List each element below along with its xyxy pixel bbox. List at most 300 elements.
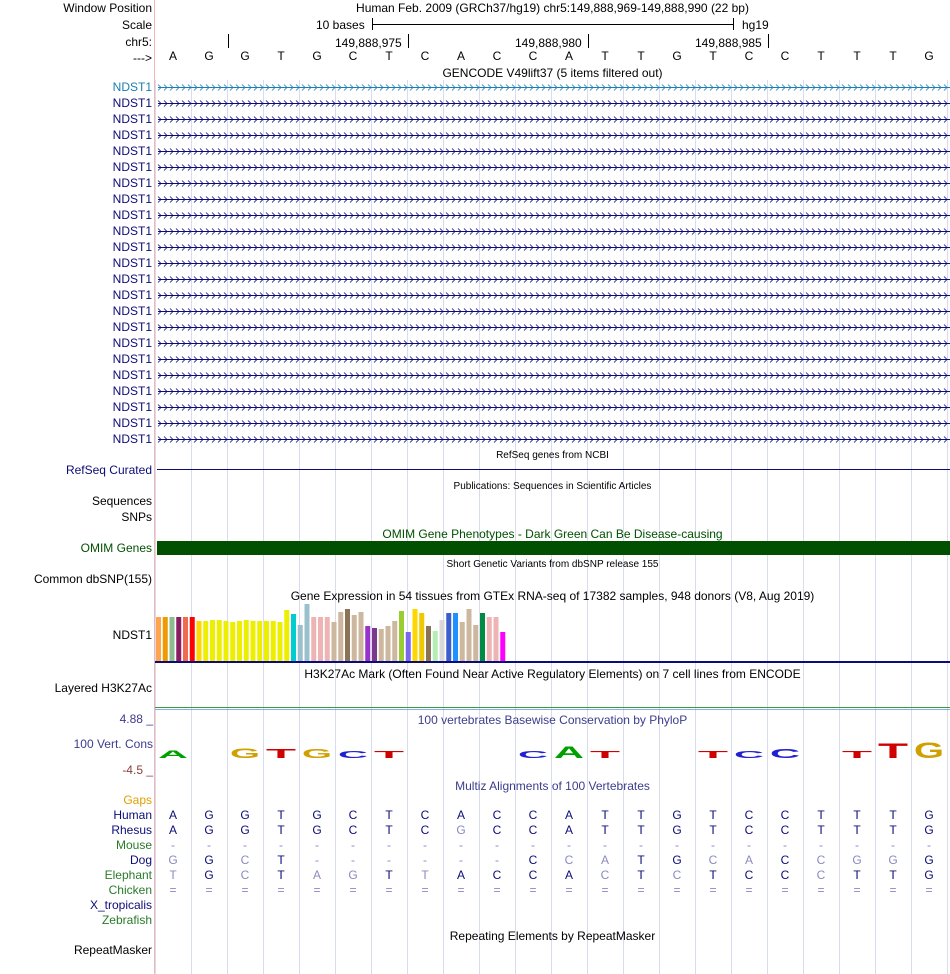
- refseq-track-title: RefSeq genes from NCBI: [496, 450, 609, 461]
- multiz-base: C: [744, 808, 754, 822]
- gtex-tissue-bar: [338, 612, 343, 661]
- gencode-transcript-line: [158, 325, 950, 331]
- multiz-base: -: [315, 838, 319, 852]
- gencode-transcript-line: [158, 341, 950, 347]
- multiz-base: A: [456, 868, 465, 882]
- multiz-base: G: [204, 808, 214, 822]
- multiz-base: G: [348, 868, 358, 882]
- multiz-base: C: [528, 823, 538, 837]
- multiz-base: =: [745, 883, 753, 897]
- gencode-transcript-line: [158, 133, 950, 139]
- multiz-base: -: [243, 838, 247, 852]
- repeatmasker-track-title: Repeating Elements by RepeatMasker: [449, 929, 656, 943]
- assembly-title: Human Feb. 2009 (GRCh37/hg19) chr5:149,888,969-149,888,990 (22 bp): [356, 1, 749, 15]
- gencode-transcripts[interactable]: [155, 80, 950, 450]
- gencode-transcript-line: [158, 277, 950, 283]
- scale-bar: [372, 24, 733, 25]
- multiz-base: =: [493, 883, 501, 897]
- multiz-base: G: [312, 823, 322, 837]
- gencode-transcript-line: [158, 181, 950, 187]
- gencode-transcript-label[interactable]: NDST1: [112, 416, 152, 430]
- gencode-transcript-line: [158, 85, 950, 91]
- multiz-base: -: [279, 838, 283, 852]
- gtex-tissue-bar: [399, 611, 404, 661]
- multiz-base: T: [889, 808, 897, 822]
- multiz-base: -: [603, 838, 607, 852]
- gencode-transcript-label[interactable]: NDST1: [112, 224, 152, 238]
- multiz-base: C: [780, 853, 790, 867]
- multiz-track-title: Multiz Alignments of 100 Vertebrates: [455, 779, 650, 793]
- multiz-base: C: [744, 823, 754, 837]
- gtex-tissue-bar: [190, 617, 195, 661]
- gtex-tissue-bar: [440, 620, 445, 661]
- phylop-logo-letter: T: [878, 742, 909, 763]
- gtex-tissue-bar: [426, 626, 431, 661]
- gencode-transcript-label[interactable]: NDST1: [112, 160, 152, 174]
- dna-base: T: [637, 49, 645, 63]
- dna-base: A: [456, 49, 465, 63]
- multiz-base: G: [924, 823, 934, 837]
- multiz-base: =: [853, 883, 861, 897]
- gtex-tissue-bar: [197, 621, 202, 661]
- multiz-gaps-label[interactable]: Gaps: [123, 793, 152, 807]
- gtex-tissue-bar: [480, 613, 485, 661]
- multiz-base: C: [240, 868, 250, 882]
- multiz-base: -: [351, 853, 355, 867]
- multiz-base: C: [564, 853, 574, 867]
- gtex-tissue-bar: [487, 617, 492, 661]
- gencode-transcript-label[interactable]: NDST1: [112, 272, 152, 286]
- multiz-base: -: [639, 838, 643, 852]
- gencode-transcript-line: [158, 117, 950, 123]
- multiz-base: G: [204, 853, 214, 867]
- multiz-base: =: [817, 883, 825, 897]
- publications-sequences-label[interactable]: Sequences: [91, 494, 152, 508]
- dna-base: C: [528, 49, 538, 63]
- multiz-base: =: [637, 883, 645, 897]
- multiz-species-label[interactable]: X_tropicalis: [89, 898, 152, 912]
- multiz-base: =: [925, 883, 933, 897]
- dna-base: G: [924, 49, 934, 63]
- omim-label[interactable]: OMIM Genes: [80, 541, 152, 555]
- multiz-base: =: [277, 883, 285, 897]
- gtex-tissue-bar: [305, 604, 310, 661]
- gtex-tissue-bar: [352, 615, 357, 661]
- multiz-base: =: [385, 883, 393, 897]
- multiz-base: C: [492, 868, 502, 882]
- gtex-baseline: [155, 661, 950, 663]
- phylop-label[interactable]: 100 Vert. Cons: [73, 737, 153, 751]
- dna-base: C: [492, 49, 502, 63]
- gencode-transcript-label[interactable]: NDST1: [112, 304, 152, 318]
- multiz-base: A: [168, 823, 177, 837]
- h3k27ac-signal-2: [155, 709, 950, 710]
- multiz-base: =: [781, 883, 789, 897]
- multiz-base: T: [601, 823, 609, 837]
- multiz-base: -: [387, 838, 391, 852]
- gtex-tissue-bar: [419, 613, 424, 661]
- multiz-base: -: [495, 853, 499, 867]
- multiz-base: =: [673, 883, 681, 897]
- multiz-base: C: [420, 808, 430, 822]
- multiz-base: C: [348, 823, 358, 837]
- multiz-base: T: [385, 868, 393, 882]
- multiz-base: -: [819, 838, 823, 852]
- gtex-tissue-bar: [365, 626, 370, 661]
- multiz-base: -: [351, 838, 355, 852]
- gtex-tissue-bar: [237, 621, 242, 661]
- gtex-track-title: Gene Expression in 54 tissues from GTEx RNA-seq of 17382 samples, 948 donors (V8, Aug 2019): [290, 589, 815, 603]
- multiz-base: =: [421, 883, 429, 897]
- multiz-base: C: [528, 868, 538, 882]
- phylop-conservation-logo[interactable]: [155, 742, 950, 772]
- gencode-transcript-label[interactable]: NDST1: [112, 144, 152, 158]
- multiz-base: -: [423, 838, 427, 852]
- publications-track-title: Publications: Sequences in Scientific Articles: [453, 481, 652, 492]
- multiz-species-label[interactable]: Mouse: [115, 838, 152, 852]
- multiz-base: A: [168, 808, 177, 822]
- multiz-base: =: [205, 883, 213, 897]
- gtex-tissue-bar: [183, 617, 188, 661]
- multiz-base: -: [567, 838, 571, 852]
- gtex-tissue-bar: [392, 621, 397, 661]
- phylop-logo-letter: T: [842, 750, 872, 761]
- gencode-transcript-line: [158, 245, 950, 251]
- multiz-base: T: [637, 823, 645, 837]
- strand-label[interactable]: --->: [133, 51, 152, 65]
- ruler-pos-2: 149,888,980: [515, 36, 582, 50]
- multiz-base: G: [240, 808, 250, 822]
- gtex-tissue-bar: [494, 617, 499, 661]
- gtex-tissue-bar: [244, 620, 249, 661]
- multiz-base: G: [852, 853, 862, 867]
- h3k27ac-label[interactable]: Layered H3K27Ac: [54, 681, 152, 695]
- multiz-base: G: [672, 853, 682, 867]
- dna-base: T: [889, 49, 897, 63]
- gtex-tissue-bar: [379, 629, 384, 661]
- gtex-tissue-bar: [413, 609, 418, 661]
- multiz-base: A: [456, 808, 465, 822]
- multiz-base: A: [564, 808, 573, 822]
- gencode-transcript-line: [158, 357, 950, 363]
- multiz-species-label[interactable]: Rhesus: [111, 823, 152, 837]
- gencode-transcript-label[interactable]: NDST1: [112, 288, 152, 302]
- phylop-logo-letter: G: [914, 742, 944, 763]
- gencode-transcript-line: [158, 309, 950, 315]
- multiz-base: =: [169, 883, 177, 897]
- gtex-tissue-bar: [311, 617, 316, 661]
- dna-base: A: [564, 49, 573, 63]
- gtex-tissue-bar: [500, 632, 505, 661]
- refseq-label[interactable]: RefSeq Curated: [65, 463, 152, 477]
- gencode-transcript-label[interactable]: NDST1: [112, 240, 152, 254]
- multiz-base: T: [709, 823, 717, 837]
- multiz-base: -: [387, 853, 391, 867]
- ruler-tick: [588, 34, 589, 48]
- chrom-label[interactable]: chr5:: [125, 35, 152, 49]
- phylop-logo-letter: T: [698, 750, 728, 761]
- publications-snps-label[interactable]: SNPs: [121, 510, 152, 524]
- multiz-base: T: [385, 808, 393, 822]
- gencode-track-title: GENCODE V49lift37 (5 items filtered out): [442, 66, 663, 80]
- repeatmasker-label[interactable]: RepeatMasker: [73, 943, 152, 957]
- multiz-base: C: [708, 853, 718, 867]
- phylop-logo-letter: C: [734, 750, 764, 761]
- dna-base: G: [240, 49, 250, 63]
- multiz-base: T: [889, 868, 897, 882]
- multiz-base: -: [783, 838, 787, 852]
- gtex-tissue-bar: [210, 620, 215, 661]
- gtex-tissue-bar: [163, 617, 168, 661]
- gencode-transcript-line: [158, 165, 950, 171]
- gtex-tissue-bar: [446, 613, 451, 661]
- multiz-base: A: [744, 853, 753, 867]
- multiz-base: T: [601, 808, 609, 822]
- multiz-base: T: [421, 868, 429, 882]
- multiz-base: T: [637, 853, 645, 867]
- multiz-base: T: [385, 823, 393, 837]
- scale-text: 10 bases: [316, 18, 365, 32]
- phylop-min-value: -4.5 _: [122, 763, 153, 777]
- multiz-base: A: [564, 823, 573, 837]
- gtex-expression-chart[interactable]: [155, 604, 950, 662]
- multiz-base: T: [853, 823, 861, 837]
- gtex-tissue-bar: [332, 622, 337, 661]
- gencode-transcript-label[interactable]: NDST1: [112, 112, 152, 126]
- multiz-base: T: [817, 823, 825, 837]
- gencode-transcript-line: [158, 405, 950, 411]
- multiz-species-label[interactable]: Zebrafish: [101, 913, 152, 927]
- multiz-base: G: [672, 808, 682, 822]
- multiz-base: =: [241, 883, 249, 897]
- multiz-base: -: [747, 838, 751, 852]
- multiz-base: T: [709, 868, 717, 882]
- gencode-transcript-label[interactable]: NDST1: [112, 208, 152, 222]
- gtex-tissue-bar: [345, 609, 350, 661]
- multiz-base: C: [348, 808, 358, 822]
- multiz-species-label[interactable]: Dog: [129, 853, 152, 867]
- gencode-transcript-line: [158, 421, 950, 427]
- dna-base: T: [709, 49, 717, 63]
- multiz-base: T: [889, 823, 897, 837]
- multiz-base: T: [277, 823, 285, 837]
- dna-base: T: [385, 49, 393, 63]
- gtex-tissue-bar: [176, 617, 181, 661]
- multiz-base: C: [492, 823, 502, 837]
- multiz-base: T: [169, 868, 177, 882]
- gtex-tissue-bar: [284, 610, 289, 661]
- ruler-pos-1: 149,888,975: [335, 36, 402, 50]
- dna-base: G: [204, 49, 214, 63]
- gtex-tissue-bar: [298, 625, 303, 661]
- gencode-transcript-line: [158, 261, 950, 267]
- gtex-tissue-bar: [460, 622, 465, 661]
- dna-base: T: [601, 49, 609, 63]
- dna-base: T: [817, 49, 825, 63]
- omim-gene-bar[interactable]: [157, 541, 950, 555]
- phylop-logo-letter: C: [518, 750, 548, 761]
- phylop-max-value: 4.88 _: [119, 712, 153, 726]
- gtex-tissue-bar: [203, 621, 208, 661]
- gencode-transcript-label[interactable]: NDST1: [112, 352, 152, 366]
- dbsnp-label[interactable]: Common dbSNP(155): [33, 572, 152, 586]
- multiz-base: C: [780, 823, 790, 837]
- multiz-base: -: [675, 838, 679, 852]
- gencode-transcript-label[interactable]: NDST1: [112, 384, 152, 398]
- phylop-logo-letter: G: [230, 745, 261, 761]
- multiz-species-label[interactable]: Human: [113, 808, 152, 822]
- multiz-base: T: [709, 808, 717, 822]
- gencode-transcript-label[interactable]: NDST1: [112, 176, 152, 190]
- multiz-base: A: [600, 853, 609, 867]
- dna-base: C: [420, 49, 430, 63]
- gtex-tissue-bar: [224, 621, 229, 661]
- multiz-base: -: [495, 838, 499, 852]
- dna-base: C: [744, 49, 754, 63]
- gencode-transcript-label[interactable]: NDST1: [112, 96, 152, 110]
- multiz-base: =: [529, 883, 537, 897]
- phylop-logo-letter: A: [554, 743, 584, 762]
- multiz-base: C: [528, 853, 538, 867]
- multiz-base: G: [924, 853, 934, 867]
- multiz-base: G: [924, 868, 934, 882]
- gtex-tissue-bar: [467, 609, 472, 661]
- gtex-tissue-bar: [170, 617, 175, 661]
- refseq-gene-line[interactable]: [157, 469, 950, 470]
- dna-sequence-row: [155, 49, 950, 65]
- gencode-transcript-label[interactable]: NDST1: [112, 368, 152, 382]
- gencode-transcript-label[interactable]: NDST1: [112, 320, 152, 334]
- multiz-base: =: [565, 883, 573, 897]
- phylop-logo-letter: T: [590, 750, 620, 761]
- phylop-logo-letter: A: [158, 749, 189, 761]
- multiz-base: G: [204, 868, 214, 882]
- dna-base: C: [348, 49, 358, 63]
- dna-base: T: [277, 49, 285, 63]
- gtex-tissue-bar: [230, 622, 235, 661]
- multiz-base: G: [672, 823, 682, 837]
- ruler-tick: [228, 34, 229, 48]
- gencode-transcript-line: [158, 389, 950, 395]
- multiz-base: A: [312, 868, 321, 882]
- multiz-base: C: [816, 853, 826, 867]
- multiz-base: G: [312, 808, 322, 822]
- gtex-tissue-bar: [372, 628, 377, 661]
- multiz-base: G: [204, 823, 214, 837]
- multiz-base: C: [816, 868, 826, 882]
- multiz-species-label[interactable]: Elephant: [104, 868, 152, 882]
- gencode-transcript-label[interactable]: NDST1: [112, 256, 152, 270]
- dna-base: A: [168, 49, 177, 63]
- multiz-base: C: [240, 853, 250, 867]
- multiz-base: -: [207, 838, 211, 852]
- gtex-tissue-bar: [433, 631, 438, 661]
- dna-base: G: [312, 49, 322, 63]
- gtex-tissue-bar: [318, 617, 323, 661]
- multiz-base: -: [891, 838, 895, 852]
- multiz-base: T: [277, 868, 285, 882]
- gencode-transcript-label[interactable]: NDST1: [112, 192, 152, 206]
- scale-bar-left-tick: [372, 18, 373, 30]
- multiz-base: C: [672, 868, 682, 882]
- gtex-tissue-bar: [386, 626, 391, 661]
- multiz-base: =: [601, 883, 609, 897]
- multiz-base: C: [744, 868, 754, 882]
- multiz-species-label[interactable]: Chicken: [108, 883, 152, 897]
- multiz-base: T: [853, 808, 861, 822]
- h3k27ac-signal[interactable]: [155, 707, 950, 708]
- multiz-base: T: [817, 808, 825, 822]
- scale-bar-right-tick: [733, 18, 734, 30]
- dna-base: C: [780, 49, 790, 63]
- ruler-tick: [408, 34, 409, 48]
- multiz-base: C: [780, 808, 790, 822]
- phylop-logo-letter: G: [302, 746, 332, 761]
- phylop-logo-letter: T: [266, 746, 297, 761]
- multiz-base: C: [780, 868, 790, 882]
- gtex-tissue-bar: [156, 617, 161, 661]
- multiz-base: G: [888, 853, 898, 867]
- dna-base: G: [672, 49, 682, 63]
- multiz-base: T: [637, 868, 645, 882]
- multiz-base: -: [171, 838, 175, 852]
- multiz-base: G: [924, 808, 934, 822]
- multiz-base: -: [927, 838, 931, 852]
- multiz-base: -: [531, 838, 535, 852]
- gencode-transcript-label[interactable]: NDST1: [112, 80, 152, 94]
- dbsnp-track-title: Short Genetic Variants from dbSNP release 155: [446, 559, 659, 570]
- phylop-logo-letter: C: [338, 750, 368, 761]
- omim-track-title: OMIM Gene Phenotypes - Dark Green Can Be Disease-causing: [382, 527, 723, 541]
- phylop-track-title: 100 vertebrates Basewise Conservation by PhyloP: [417, 713, 688, 727]
- multiz-base: -: [459, 853, 463, 867]
- multiz-base: C: [492, 808, 502, 822]
- multiz-base: C: [420, 823, 430, 837]
- gencode-transcript-line: [158, 229, 950, 235]
- dna-base: T: [853, 49, 861, 63]
- gtex-label[interactable]: NDST1: [112, 628, 152, 642]
- multiz-base: -: [423, 853, 427, 867]
- gtex-tissue-bar: [291, 614, 296, 661]
- multiz-base: C: [528, 808, 538, 822]
- gtex-tissue-bar: [251, 621, 256, 661]
- multiz-base: =: [889, 883, 897, 897]
- gencode-transcript-label[interactable]: NDST1: [112, 128, 152, 142]
- gtex-tissue-bar: [278, 622, 283, 661]
- multiz-base: T: [853, 868, 861, 882]
- gencode-transcript-label[interactable]: NDST1: [112, 400, 152, 414]
- scale-label[interactable]: Scale: [121, 18, 152, 32]
- h3k27ac-track-title: H3K27Ac Mark (Often Found Near Active Regulatory Elements) on 7 cell lines from ENCODE: [304, 667, 801, 681]
- gtex-tissue-bar: [325, 617, 330, 661]
- multiz-base: -: [459, 838, 463, 852]
- gencode-transcript-label[interactable]: NDST1: [112, 336, 152, 350]
- multiz-base: A: [564, 868, 573, 882]
- window-position-label[interactable]: Window Position: [63, 1, 152, 15]
- multiz-base: C: [600, 868, 610, 882]
- gtex-tissue-bar: [217, 620, 222, 661]
- multiz-base: -: [711, 838, 715, 852]
- scale-db: hg19: [742, 18, 769, 32]
- gtex-tissue-bar: [406, 632, 411, 661]
- gencode-transcript-label[interactable]: NDST1: [112, 432, 152, 446]
- multiz-base: =: [313, 883, 321, 897]
- multiz-base: T: [277, 853, 285, 867]
- gencode-transcript-line: [158, 213, 950, 219]
- gtex-tissue-bar: [473, 625, 478, 661]
- ruler-tick: [768, 34, 769, 48]
- multiz-base: T: [277, 808, 285, 822]
